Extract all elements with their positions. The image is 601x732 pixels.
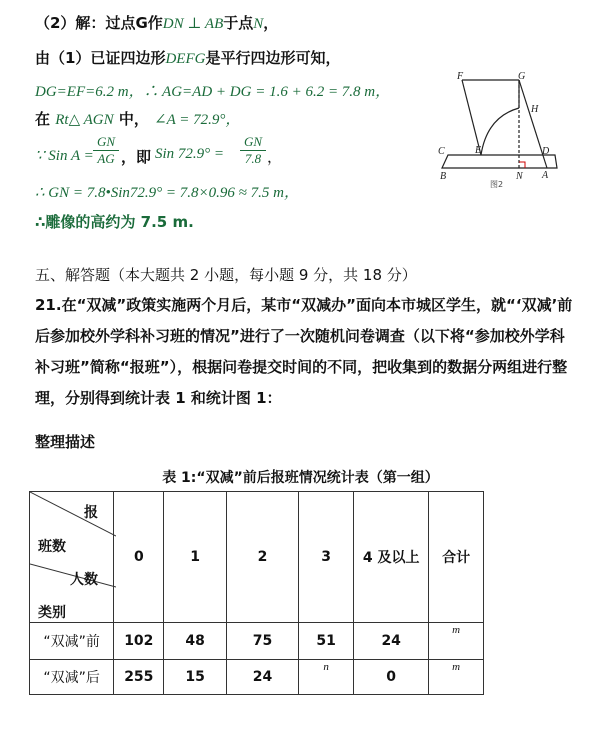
numerator: GN: [93, 134, 119, 151]
label-A: A: [542, 170, 549, 181]
math: N: [253, 16, 264, 32]
row-label: “双减”前: [30, 623, 114, 660]
column-header: 4 及以上: [354, 492, 429, 623]
column-header: 3: [299, 492, 354, 623]
solution-label: （2）解：: [35, 14, 106, 32]
column-header: 1: [164, 492, 227, 623]
label-D: D: [542, 146, 550, 157]
math: ∵ Sin A =: [35, 148, 94, 164]
table-header-row: [30, 492, 484, 623]
corner-banshu: 班数: [38, 539, 66, 555]
figure-base-shape: [442, 155, 557, 168]
section-heading: 五、解答题（本大题共 2 小题，每小题 9 分，共 18 分）: [35, 266, 417, 284]
column-header: 2: [226, 492, 298, 623]
geometry-figure: [435, 72, 575, 194]
figure-caption: 图2: [490, 180, 504, 189]
label-F: F: [457, 72, 464, 82]
table-cell: m: [429, 660, 484, 695]
table-cell: 0: [354, 660, 429, 695]
label-E: E: [475, 145, 482, 156]
solution-line-3: DG=EF=6.2 m，∴ AG=AD + DG = 1.6 + 6.2 = 7.8 m，: [35, 84, 391, 100]
table-row: [30, 623, 484, 660]
fraction-2: [240, 134, 266, 167]
table-cell: 102: [114, 623, 164, 660]
solution-line-1: [35, 12, 278, 33]
solution-line-6: ∴ GN = 7.8•Sin72.9° = 7.8×0.96 ≈ 7.5 m，: [35, 185, 299, 201]
corner-leibie: 类别: [38, 605, 66, 621]
right-angle-mark: [519, 162, 525, 168]
column-header: 0: [114, 492, 164, 623]
solution-line-2: [35, 47, 340, 68]
corner-renshu: 人数: [70, 572, 98, 588]
text: ，: [267, 148, 283, 166]
text: ，: [263, 14, 279, 32]
label-C: C: [438, 146, 445, 157]
row-label: “双减”后: [30, 660, 114, 695]
math: DN ⊥ AB: [162, 16, 224, 32]
denominator: AG: [97, 151, 115, 166]
table-cell: 15: [164, 660, 227, 695]
denominator: 7.8: [244, 151, 262, 166]
text: 在: [35, 110, 51, 128]
header-corner-cell: [30, 492, 114, 623]
label-G: G: [518, 72, 526, 82]
table-cell: 24: [226, 660, 298, 695]
math: Sin 72.9° =: [155, 146, 225, 162]
text: 由（1）已证四边形: [35, 49, 166, 67]
table-cell: n: [299, 660, 354, 695]
table-caption: 表 1:“双减”前后报班情况统计表（第一组）: [162, 470, 439, 486]
numerator: GN: [240, 134, 266, 151]
text: 是平行四边形可知，: [205, 49, 341, 67]
text: 中，: [118, 110, 149, 128]
table-row: [30, 660, 484, 695]
solution-line-7: ∴雕像的高约为 7.5 m.: [35, 213, 194, 231]
column-header: 合计: [429, 492, 484, 623]
table-cell: 24: [354, 623, 429, 660]
table-cell: m: [429, 623, 484, 660]
table-cell: 48: [164, 623, 227, 660]
fraction-1: [93, 134, 119, 167]
figure-segment-fe: [462, 80, 481, 155]
solution-line-4: [35, 108, 240, 129]
figure-arc: [481, 108, 519, 155]
stat-table: [29, 491, 484, 695]
math: DEFG: [165, 51, 206, 67]
table-cell: 255: [114, 660, 164, 695]
corner-bao: 报: [84, 505, 98, 521]
text: ，即: [121, 148, 152, 166]
label-N: N: [516, 171, 523, 182]
label-B: B: [440, 171, 447, 182]
subheading: 整理描述: [35, 433, 96, 451]
text: 过点G作: [105, 14, 163, 32]
table-cell: 75: [226, 623, 298, 660]
math: ∠A = 72.9°，: [154, 112, 241, 128]
table-cell: 51: [299, 623, 354, 660]
math: Rt△ AGN: [55, 112, 114, 128]
label-H: H: [531, 104, 539, 115]
question-21: 21.在“双减”政策实施两个月后，某市“双减办”面向本市城区学生，就“‘双减’前后参加校外学科补习班的情况”进行了一次随机问卷调查（以下将“参加校外学科补习班”简称“报班”），根据问卷提交时间的不同，把收集到的数据分两组进行整理，分别得到统计表 1 和统计图 1：: [35, 296, 573, 407]
text: 于点: [223, 14, 254, 32]
